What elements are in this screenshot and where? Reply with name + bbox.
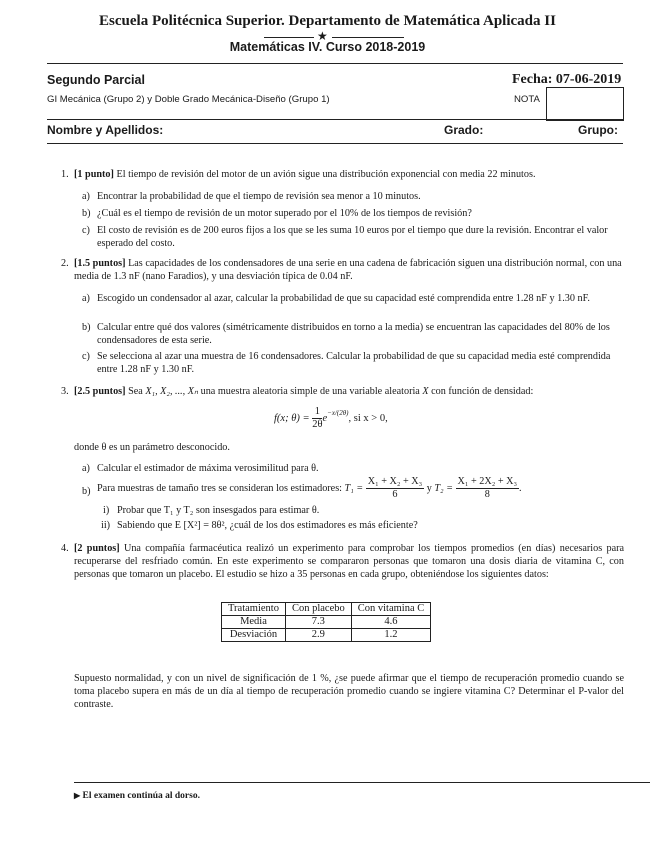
table-cell: 4.6 [351,616,431,629]
name-rule-top [47,119,623,120]
q2-statement [74,257,624,283]
q3-a-text: Calcular el estimador de máxima verosimilitud para θ. [97,463,319,474]
q3-t-end: . [519,482,522,494]
q4-points: [2 puntos] [74,543,120,554]
table-header-row [222,603,431,616]
arrow-right-icon: ▶ [74,791,81,800]
header-rule [47,63,623,64]
q1-a-label: a) [82,191,90,202]
table-header-cell: Con vitamina C [351,603,431,616]
q3-f-frac [312,406,322,431]
nota-box[interactable] [546,87,624,121]
q3-t2-den: 8 [484,489,490,500]
q3-t2-lhs: T₂ = [434,482,453,494]
exam-title: Segundo Parcial [47,73,145,87]
q1-b-text: ¿Cuál es el tiempo de revisión de un motor superado por el 10% de los tiempos de revisión? [97,208,472,219]
q4-question: Supuesto normalidad, y con un nivel de significación de 1 %, ¿se puede afirmar que el tiempo de recuperación promedio cuando se toma placebo supera en más de un día al tiempo de recuperación promedio cuando se ingiere vitamina C? Determinar el P-valor del contraste. [74,673,624,711]
table-cell: 2.9 [285,629,351,642]
q2-points: [1.5 puntos] [74,258,126,269]
q1-c-text: El costo de revisión es de 200 euros fijos a los que se les suma 10 euros por el tiempo que dure la revisión. Encontrar el valor esperado del costo. [97,225,608,250]
institution-title: Escuela Politécnica Superior. Departamento de Matemática Aplicada II [99,13,556,29]
q3-t1-frac [366,476,424,501]
q4-data-table [221,602,431,642]
q3-f-exp-base: e [322,413,328,424]
q3-intro-c: con función de densidad: [431,386,534,397]
q3-f-cond: , si x > 0, [348,413,388,424]
header-divider-left [264,37,314,38]
q3-f-exp: −x/(2θ) [327,408,349,417]
q2-text: Las capacidades de los condensadores de una serie en una cadena de fabricación siguen una distribución normal, con una media de 1.3 nF (nano Faradios), y una desviación típica de 0.04 nF. [74,258,622,283]
q3-statement [74,385,624,398]
footer-note-line [74,791,200,801]
q3-a-label: a) [82,463,90,474]
q1-text: El tiempo de revisión del motor de un avión sigue una distribución exponencial con media 22 minutos. [116,169,536,180]
exam-group: GI Mecánica (Grupo 2) y Doble Grado Mecánica-Diseño (Grupo 1) [47,94,330,105]
grade-label: Grado: [444,123,484,137]
q2-b-label: b) [82,322,91,333]
q1-b-label: b) [82,208,91,219]
q3-and: y [426,482,432,494]
table-row [222,616,431,629]
table-cell: Desviación [222,629,286,642]
q3-i-text: Probar que T₁ y T₂ son insesgados para estimar θ. [117,505,320,516]
q3-where: donde θ es un parámetro desconocido. [74,442,230,453]
q4-statement [74,542,624,582]
table-header-cell: Con placebo [285,603,351,616]
q2-number: 2. [61,258,69,269]
q3-t1-den: 6 [392,489,398,500]
q3-intro-a: Sea [128,386,143,397]
table-cell: Media [222,616,286,629]
footer-note: El examen continúa al dorso. [82,791,200,801]
table-cell: 1.2 [351,629,431,642]
course-title: Matemáticas IV. Curso 2018-2019 [229,40,426,54]
exam-date: Fecha: 07-06-2019 [512,72,622,87]
q3-f-den: 2θ [312,419,323,430]
q1-c-label: c) [82,225,90,236]
q2-a-text: Escogido un condensador al azar, calcular la probabilidad de que su capacidad esté comprendida entre 1.28 nF y 1.30 nF. [97,293,590,304]
q2-b-text: Calcular entre qué dos valores (simétricamente distribuidos en torno a la media) se encuentran las capacidades del 80% de los condensadores de esta serie. [97,322,610,347]
header-divider-right [332,37,404,38]
q3-b-text: Para muestras de tamaño tres se consideran los estimadores: [97,482,342,494]
q3-intro-b: una muestra aleatoria simple de una variable aleatoria [200,386,420,397]
q3-ii-text: Sabiendo que E [X²] = 8θ², ¿cuál de los dos estimadores es más eficiente? [117,520,418,531]
nota-label: NOTA [514,94,540,105]
name-rule-bottom [47,143,623,144]
q1-number: 1. [61,169,69,180]
name-label: Nombre y Apellidos: [47,123,164,137]
q1-statement [74,168,624,181]
q1-points: [1 punto] [74,169,114,180]
q2-c-text: Se selecciona al azar una muestra de 16 condensadores. Calcular la probabilidad de que su capacidad media esté comprendida entre 1.28 nF y 1.30 nF. [97,351,611,376]
footer-rule [74,782,650,783]
q3-b-label: b) [82,486,91,497]
q4-text: Una compañía farmacéutica realizó un experimento para comprobar los tiempos promedios (en días) necesarios para recuperarse del resfriado común. En este experimento se compararon personas que tomaron una dosis diaria de vitamina C, con personas que tomaron un placebo. El estudio se hizo a 35 personas en cada grupo, obteniéndose los siguientes datos: [74,543,625,581]
q3-var: X [422,386,429,397]
table-cell: 7.3 [285,616,351,629]
q3-sample: X₁, X₂, ..., Xₙ [145,386,199,397]
q3-points: [2.5 puntos] [74,386,126,397]
q3-t1-lhs: T₁ = [344,482,364,494]
q2-a-label: a) [82,293,90,304]
q3-b-estimators [97,476,624,501]
table-header-cell: Tratamiento [222,603,286,616]
table-row [222,629,431,642]
q3-t1-num: X₁ + X₂ + X₃ [367,476,423,487]
q3-i-label: i) [103,505,110,516]
q3-t2-frac [456,476,520,501]
q1-a-text: Encontrar la probabilidad de que el tiempo de revisión sea menor a 10 minutos. [97,191,421,202]
q3-f-lhs: f(x; θ) = [274,413,310,424]
group-label: Grupo: [578,123,618,137]
q3-density-formula [274,406,388,431]
q3-number: 3. [61,386,69,397]
q3-t2-num: X₁ + 2X₂ + X₃ [457,476,518,487]
q3-f-num: 1 [312,406,322,419]
q2-c-label: c) [82,351,90,362]
q4-number: 4. [61,543,69,554]
star-icon: ★ [317,29,328,43]
q3-ii-label: ii) [101,520,111,531]
